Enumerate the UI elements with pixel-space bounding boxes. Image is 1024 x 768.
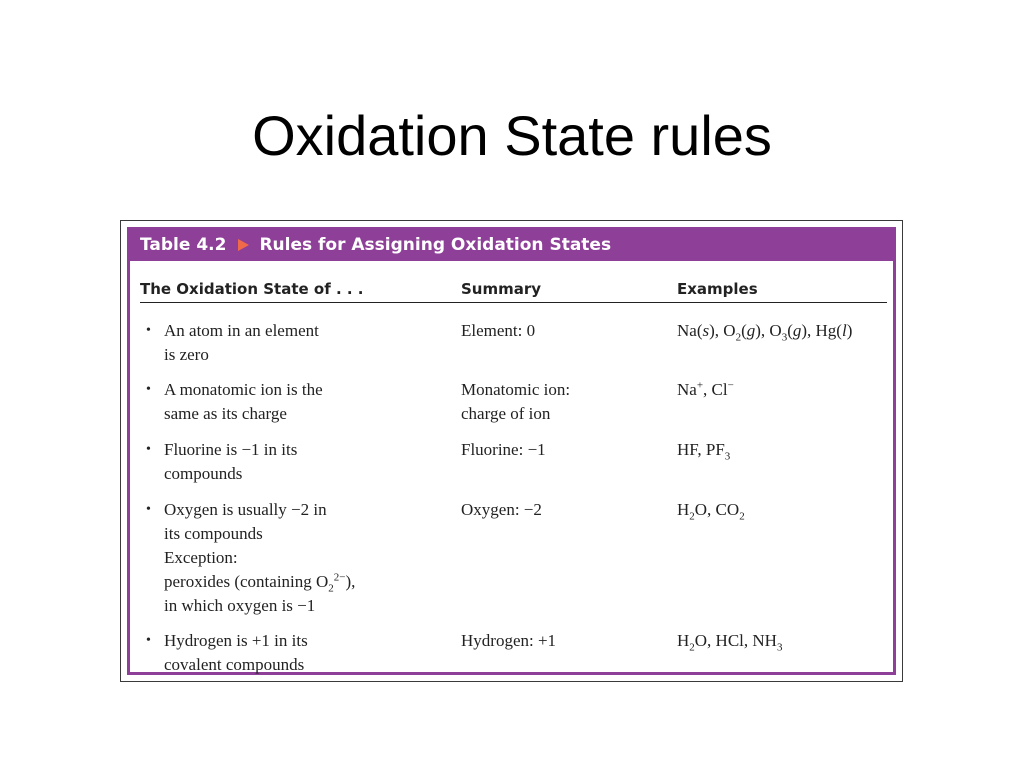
bullet-icon: • bbox=[146, 382, 151, 397]
examples-cell bbox=[677, 378, 897, 402]
rule-line: peroxides (containing $O_2^{2-}$), bbox=[164, 571, 356, 595]
examples-text: $H_2O$, HCl, $NH_3$ bbox=[677, 631, 783, 654]
table-caption: Rules for Assigning Oxidation States bbox=[259, 235, 612, 255]
rule-cell bbox=[146, 319, 446, 367]
rule-line: Fluorine is −1 in its bbox=[164, 440, 298, 459]
summary-cell bbox=[461, 378, 661, 426]
rule-line: its compounds bbox=[164, 524, 263, 543]
column-header-rule: The Oxidation State of . . . bbox=[140, 280, 364, 298]
rule-line: covalent compounds bbox=[164, 655, 305, 674]
summary-line: Fluorine: −1 bbox=[461, 440, 546, 459]
rule-line: compounds bbox=[164, 464, 243, 483]
oxidation-rules-table bbox=[127, 227, 896, 675]
summary-line: Hydrogen: +1 bbox=[461, 631, 557, 650]
table-frame bbox=[120, 220, 903, 682]
column-header-examples: Examples bbox=[677, 280, 758, 298]
rule-line: Oxygen is usually −2 in bbox=[164, 500, 327, 519]
rule-line: Hydrogen is +1 in its bbox=[164, 631, 308, 650]
summary-line: Monatomic ion: bbox=[461, 380, 571, 399]
examples-text: Na(s), $O_2(g)$, $O_3(g)$, Hg(l) bbox=[677, 321, 853, 344]
summary-cell bbox=[461, 319, 661, 343]
rule-cell bbox=[146, 438, 446, 486]
bullet-icon: • bbox=[146, 323, 151, 338]
examples-text: $H_2O$, $CO_2$ bbox=[677, 500, 745, 523]
table-label: Table 4.2 bbox=[140, 235, 227, 255]
examples-cell bbox=[677, 498, 897, 522]
rule-line: A monatomic ion is the bbox=[164, 380, 323, 399]
rule-line: An atom in an element bbox=[164, 321, 319, 340]
summary-line: charge of ion bbox=[461, 404, 551, 423]
bullet-icon: • bbox=[146, 442, 151, 457]
examples-cell bbox=[677, 629, 897, 653]
summary-line: Element: 0 bbox=[461, 321, 536, 340]
bullet-icon: • bbox=[146, 502, 151, 517]
examples-text: HF, $PF_3$ bbox=[677, 440, 731, 463]
rule-line: is zero bbox=[164, 345, 209, 364]
examples-text: Na+, Cl− bbox=[677, 379, 734, 399]
slide-title: Oxidation State rules bbox=[252, 104, 772, 167]
rule-line: same as its charge bbox=[164, 404, 287, 423]
summary-line: Oxygen: −2 bbox=[461, 500, 542, 519]
rule-line: Exception: bbox=[164, 548, 238, 567]
examples-cell bbox=[677, 319, 897, 343]
summary-cell bbox=[461, 498, 661, 522]
rule-cell bbox=[146, 498, 446, 618]
table-body bbox=[130, 230, 893, 672]
examples-cell bbox=[677, 438, 897, 462]
summary-cell bbox=[461, 438, 661, 462]
rule-cell bbox=[146, 629, 446, 677]
column-header-summary: Summary bbox=[461, 280, 542, 298]
bullet-icon: • bbox=[146, 633, 151, 648]
summary-cell bbox=[461, 629, 661, 653]
rule-cell bbox=[146, 378, 446, 426]
rule-line: in which oxygen is −1 bbox=[164, 596, 316, 615]
